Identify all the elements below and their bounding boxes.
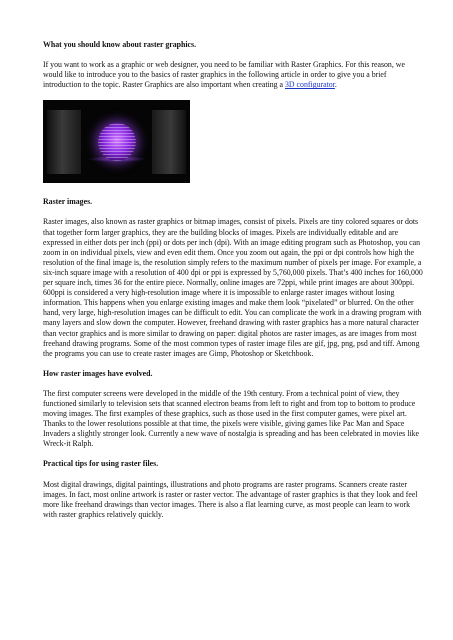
evolution-paragraph: The first computer screens were developed in the middle of the 19th century. From a technical point of view, they functioned similarly to television sets that scanned electron beams from left to right and from top to bottom to produce moving images. The first examples of these graphics, such as those used in the first computer games, were pixel art. Thanks to the lower resolutions possible at that time, the pixels were visible, giving games like Pac Man and Space Invaders a slightly stronger look. Currently a new wave of nostalgia is spreading and has been celebrated in movies like Wreck-it Ralph. bbox=[43, 388, 419, 449]
section-heading-evolution: How raster images have evolved. bbox=[43, 368, 153, 378]
right-light-panel bbox=[152, 110, 186, 174]
3d-configurator-link[interactable]: 3D configurator bbox=[285, 80, 335, 90]
practical-tips-paragraph: Most digital drawings, digital paintings, illustrations and photo programs are raster programs. Scanners create raster images. In fact, most online artwork is raster or raster vector. The advantage of raster graphics is that they look and feel more like freehand drawings than vector images. There is also a flat learning curve, as most people can learn to work with raster graphics relatively quickly. bbox=[43, 479, 418, 519]
document-page bbox=[43, 40, 423, 530]
section-heading-practical-tips: Practical tips for using raster files. bbox=[43, 459, 159, 469]
section-heading-raster-images: Raster images. bbox=[43, 197, 93, 207]
purple-sphere-image bbox=[43, 100, 190, 183]
intro-text: If you want to work as a graphic or web designer, you need to be familiar with Raster Graphics. For this reason, we would like to introduce you to the basics of raster graphics in the following article in order to give you a brief introduction to the topic. Raster Graphics are also important when creating a bbox=[43, 60, 405, 90]
glowing-sphere bbox=[98, 123, 136, 161]
intro-end: . bbox=[334, 80, 337, 90]
left-light-panel bbox=[47, 110, 81, 174]
intro-paragraph bbox=[43, 60, 423, 90]
raster-images-paragraph: Raster images, also known as raster graphics or bitmap images, consist of pixels. Pixels are tiny colored squares or dots that together form larger graphics, they are the building blocks of images. Pixels are individually editable and are expressed in either dots per inch (ppi) or dots per inch (dpi). With an image editing program such as Photoshop, you can zoom in on individual pixels, view and even edit them. Once you zoom out again, the ppi or dpi controls how high the resolution of the final image is, the resolution simply refers to the maximum number of pixels per image. For example, a six-inch square image with a resolution of 400 dpi or ppi is expressed by 5,760,000 pixels. That’s 400 inches for 160,000 per square inch, times 36 for the entire piece. Normally, online images are 72ppi, while print images are about 300ppi. 600ppi is considered a very high-resolution image where it is impossible to enlarge raster images without losing information. This happens when you enlarge existing images and make them look “pixelated” or blurred. On the other hand, very large, high-resolution images can be difficult to edit. You can complicate the work in a drawing program with many layers and slow down the computer. However, freehand drawing with raster graphics has a more natural character than vector graphics and is more similar to drawing on paper: digital photos are raster images, as are images from most freehand drawing programs. Some of the most common types of raster image files are gif, jpg, png, psd and tiff. Among the programs you can use to create raster images are Gimp, Photoshop or Sketchbook. bbox=[43, 217, 423, 358]
section-heading-raster-graphics: What you should know about raster graphics. bbox=[43, 40, 197, 49]
